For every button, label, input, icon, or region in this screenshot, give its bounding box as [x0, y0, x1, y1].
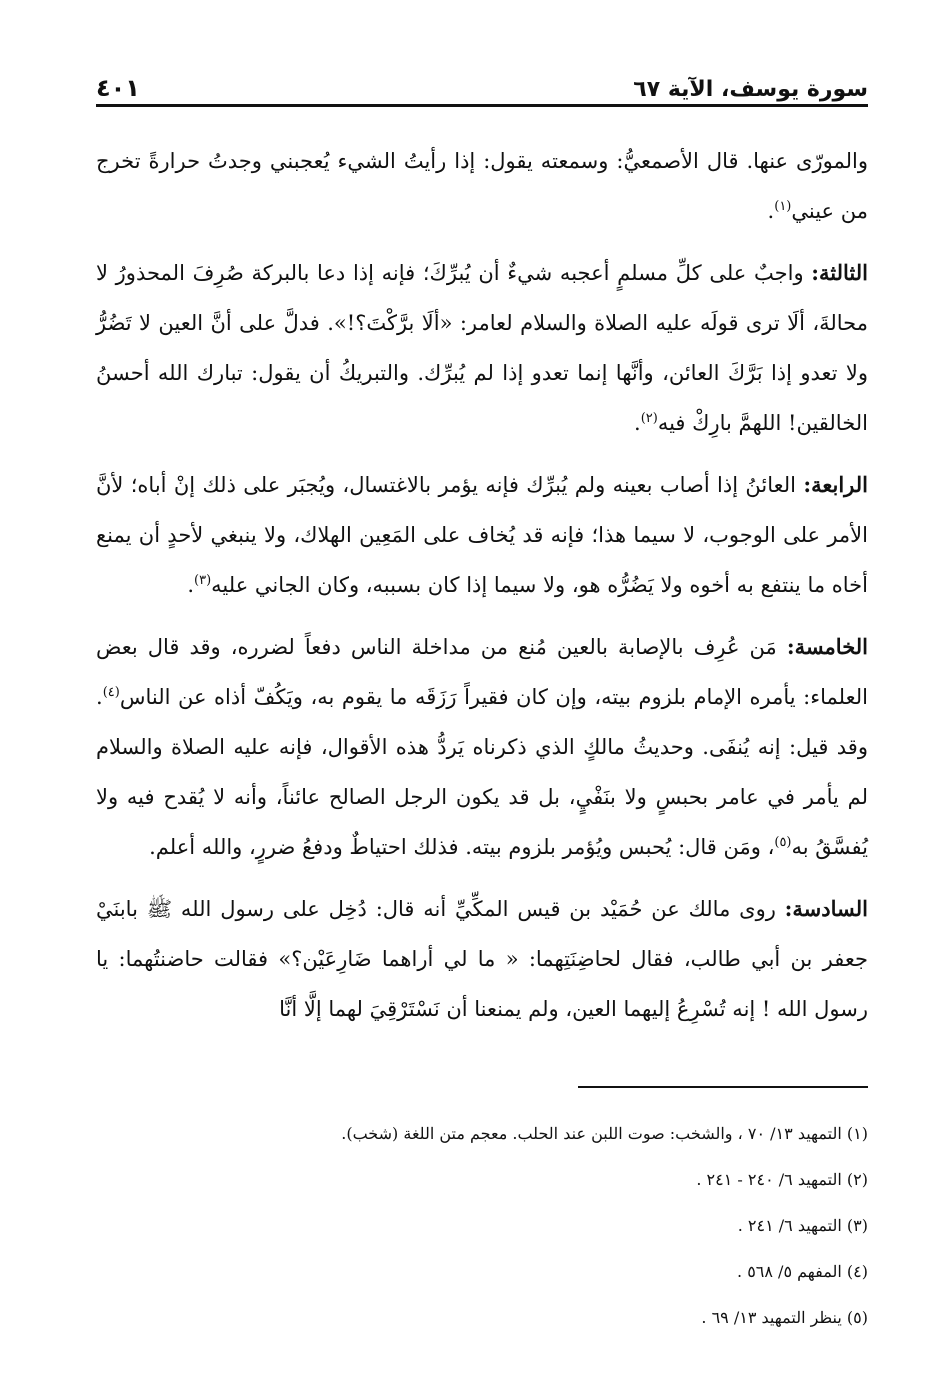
surah-title: سورة يوسف، الآية ٦٧	[633, 77, 868, 102]
paragraph-text: العائنُ إذا أصاب بعينه ولم يُبرِّك فإنه يؤمر بالاغتسال، ويُجبَر على ذلك إنْ أباه؛ لأنَّ الأمر على الوجوب، لا سيما هذا؛ فإنه قد يُخاف على المَعِين الهلاك، ولا ينبغي لأحدٍ أن يمنع أخاه ما ينتفع به أخوه ولا يَضُرُّه هو، ولا سيما إذا كان بسببه، وكان الجاني عليه	[96, 473, 868, 597]
footnote-ref: (٢)	[640, 411, 658, 426]
paragraph-text: واجبٌ على كلِّ مسلمٍ أعجبه شيءٌ أن يُبرِّكَ؛ فإنه إذا دعا بالبركة صُرِفَ المحذورُ لا محالةَ، ألَا ترى قولَه عليه الصلاة والسلام لعامر: «ألَا برَّكْتَ؟!». فدلَّ على أنَّ العين لا تَضُرُّ ولا تعدو إذا بَرَّكَ العائن، وأنَّها إنما تعدو إذا لم يُبرِّك. والتبريكُ أن يقول: تبارك الله أحسنُ الخالقين! اللهمَّ بارِكْ فيه	[96, 261, 868, 435]
paragraph-third	[96, 248, 868, 448]
paragraph-tail: .	[767, 199, 775, 223]
footnote-item: (١) التمهيد ١٣/ ٧٠ ، والشخب: صوت اللبن عند الحلب. معجم متن اللغة (شخب).	[341, 1124, 868, 1143]
main-text	[96, 136, 868, 1046]
footnotes	[96, 1116, 868, 1346]
paragraph-intro	[96, 136, 868, 236]
paragraph-tail: .	[634, 411, 641, 435]
paragraph-heading: الثالثة:	[811, 260, 868, 285]
paragraph-tail: ، ومَن قال: يُحبس ويُؤمر بلزوم بيته. فذلك احتياطٌ ودفعُ ضررٍ، والله أعلم.	[149, 835, 775, 859]
footnote-item: (٥) ينظر التمهيد ١٣/ ٦٩ .	[701, 1308, 868, 1327]
paragraph-heading: الرابعة:	[803, 472, 868, 497]
footnote-ref: (١)	[774, 199, 792, 214]
footnote-ref: (٥)	[774, 835, 792, 850]
paragraph-heading: السادسة:	[784, 896, 868, 921]
paragraph-sixth	[96, 884, 868, 1034]
paragraph-heading: الخامسة:	[786, 634, 868, 659]
paragraph-tail: . وقد قيل: إنه يُنفَى. وحديثُ مالكٍ الذي ذكرناه يَردُّ هذه الأقوال، فإنه عليه الصلاة والسلام لم يأمر في عامر بحبسٍ ولا بنَفْيٍ، بل قد يكون الرجل الصالح عائناً، وأنه لا يُقدح فيه ولا يُفسَّقُ به	[96, 685, 868, 859]
footnote-ref: (٤)	[102, 685, 120, 700]
footnote-item: (٣) التمهيد ٦/ ٢٤١ .	[737, 1216, 868, 1235]
paragraph-text: مَن عُرِف بالإصابة بالعين مُنع من مداخلة الناس دفعاً لضرره، وقد قال بعض العلماء: يأمره الإمام بلزوم بيته، وإن كان فقيراً رَزَقَه ما يقوم به، ويَكُفّ أذاه عن الناس	[96, 635, 868, 709]
footnote-item: (٢) التمهيد ٦/ ٢٤٠ - ٢٤١ .	[696, 1170, 868, 1189]
footnote-item: (٤) المفهم ٥/ ٥٦٨ .	[737, 1262, 868, 1281]
paragraph-text: روى مالك عن حُمَيْد بن قيس المكِّيِّ أنه قال: دُخِل على رسول الله ﷺ بابنَيْ جعفر بن أبي طالب، فقال لحاضِنَتِهما: « ما لي أراهما ضَارِعَيْن؟» فقالت حاضنتُهما: يا رسول الله ! إنه تُسْرِعُ إليهما العين، ولم يمنعنا أن نَسْتَرْقِيَ لهما إلَّا أنَّا	[96, 897, 868, 1021]
running-head	[96, 62, 868, 102]
page-number: ٤٠١	[96, 74, 140, 102]
footnote-rule	[578, 1086, 868, 1088]
paragraph-text: والمورّى عنها. قال الأصمعيُّ: وسمعته يقول: إذا رأيتُ الشيء يُعجبني وجدتُ حرارةً تخرج من عيني	[96, 149, 868, 223]
header-rule	[96, 104, 868, 107]
paragraph-tail: .	[187, 573, 195, 597]
paragraph-fourth	[96, 460, 868, 610]
footnote-ref: (٣)	[194, 573, 212, 588]
paragraph-fifth	[96, 622, 868, 872]
